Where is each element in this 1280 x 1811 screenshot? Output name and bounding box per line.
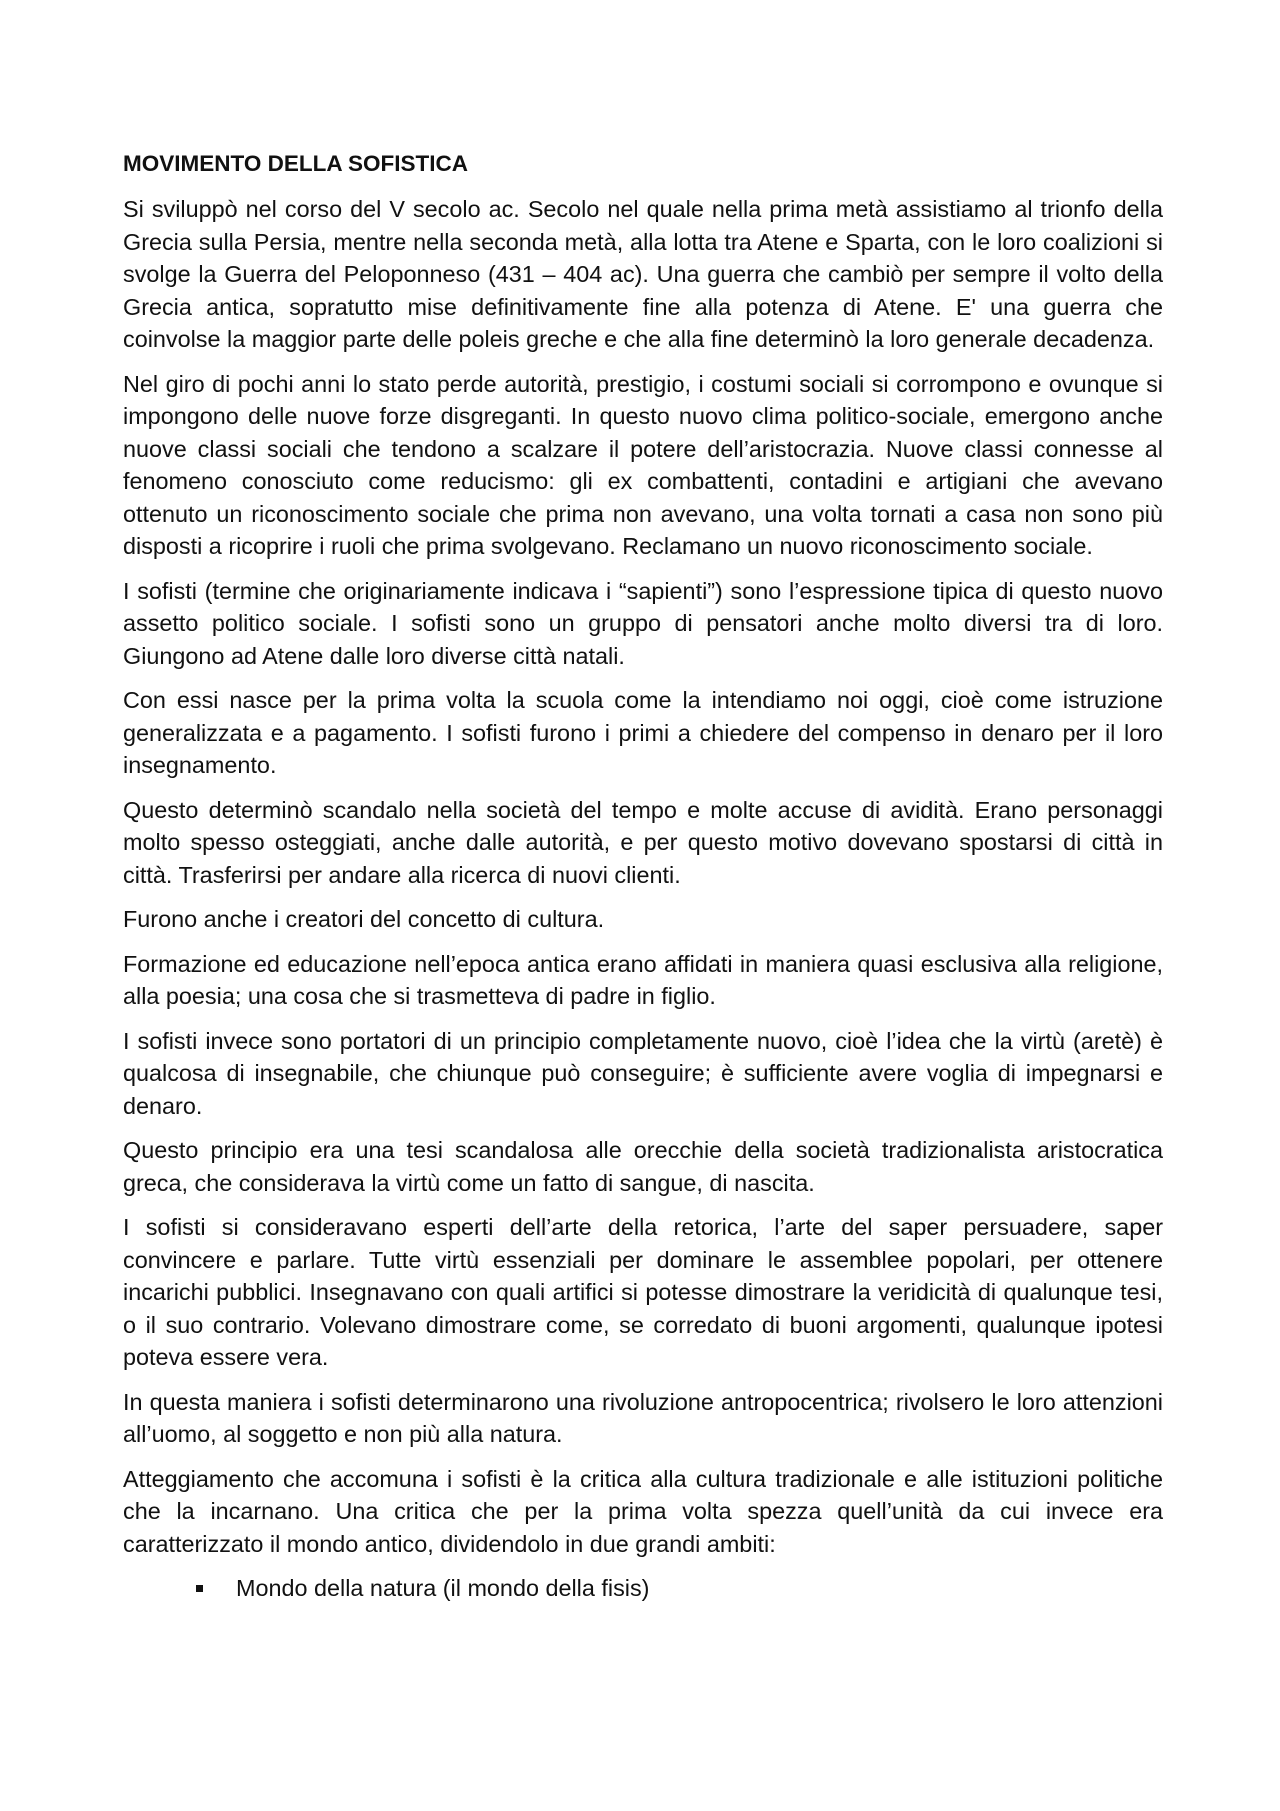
paragraph-8: I sofisti invece sono portatori di un principio completamente nuovo, cioè l’idea che la virtù (aretè) è qualcosa di insegnabile, che chiunque può conseguire; è sufficiente avere voglia di impegnarsi e denaro.	[123, 1027, 1163, 1119]
document-title: MOVIMENTO DELLA SOFISTICA	[123, 151, 469, 176]
paragraph-5: Questo determinò scandalo nella società del tempo e molte accuse di avidità. Erano personaggi molto spesso osteggiati, anche dalle autorità, e per questo motivo dovevano spostarsi di città in città. Trasferirsi per andare alla ricerca di nuovi clienti.	[123, 796, 1163, 888]
document-page	[123, 148, 1163, 1605]
list-item-text: Mondo della natura (il mondo della fisis)	[236, 1575, 650, 1601]
paragraph-2: Nel giro di pochi anni lo stato perde autorità, prestigio, i costumi sociali si corrompono e ovunque si impongono delle nuove forze disgreganti. In questo nuovo clima politico-sociale, emergono anche nuove classi sociali che tendono a scalzare il potere dell’aristocrazia. Nuove classi connesse al fenomeno conosciuto come reducismo: gli ex combattenti, contadini e artigiani che avevano ottenuto un riconoscimento sociale che prima non avevano, una volta tornati a casa non sono più disposti a ricoprire i ruoli che prima svolgevano. Reclamano un nuovo riconoscimento sociale.	[123, 370, 1163, 559]
paragraph-11: In questa maniera i sofisti determinarono una rivoluzione antropocentrica; rivolsero le loro attenzioni all’uomo, al soggetto e non più alla natura.	[123, 1388, 1163, 1447]
paragraph-4: Con essi nasce per la prima volta la scuola come la intendiamo noi oggi, cioè come istruzione generalizzata e a pagamento. I sofisti furono i primi a chiedere del compenso in denaro per il loro insegnamento.	[123, 687, 1163, 778]
list-item	[196, 1572, 1163, 1605]
paragraph-3: I sofisti (termine che originariamente indicava i “sapienti”) sono l’espressione tipica di questo nuovo assetto politico sociale. I sofisti sono un gruppo di pensatori anche molto diversi tra di loro. Giungono ad Atene dalle loro diverse città natali.	[123, 577, 1163, 669]
paragraph-10: I sofisti si consideravano esperti dell’arte della retorica, l’arte del saper persuadere, saper convincere e parlare. Tutte virtù essenziali per dominare le assemblee popolari, per ottenere incarichi pubblici. Insegnavano con quali artifici si potesse dimostrare la veridicità di qualunque tesi, o il suo contrario. Volevano dimostrare come, se corredato di buoni argomenti, qualunque ipotesi poteva essere vera.	[123, 1214, 1163, 1370]
square-bullet-icon	[196, 1585, 203, 1592]
paragraph-12: Atteggiamento che accomuna i sofisti è la critica alla cultura tradizionale e alle istituzioni politiche che la incarnano. Una critica che per la prima volta spezza quell’unità da cui invece era caratterizzato il mondo antico, dividendolo in due grandi ambiti:	[123, 1465, 1163, 1557]
paragraph-7: Formazione ed educazione nell’epoca antica erano affidati in maniera quasi esclusiva alla religione, alla poesia; una cosa che si trasmetteva di padre in figlio.	[123, 950, 1163, 1009]
bullet-list	[123, 1572, 1163, 1605]
paragraph-1: Si sviluppò nel corso del V secolo ac. Secolo nel quale nella prima metà assistiamo al trionfo della Grecia sulla Persia, mentre nella seconda metà, alla lotta tra Atene e Sparta, con le loro coalizioni si svolge la Guerra del Peloponneso (431 – 404 ac). Una guerra che cambiò per sempre il volto della Grecia antica, sopratutto mise definitivamente fine alla potenza di Atene. E' una guerra che coinvolse la maggior parte delle poleis greche e che alla fine determinò la loro generale decadenza.	[123, 196, 1163, 352]
paragraph-9: Questo principio era una tesi scandalosa alle orecchie della società tradizionalista aristocratica greca, che considerava la virtù come un fatto di sangue, di nascita.	[123, 1137, 1163, 1196]
paragraph-6: Furono anche i creatori del concetto di cultura.	[123, 906, 605, 932]
